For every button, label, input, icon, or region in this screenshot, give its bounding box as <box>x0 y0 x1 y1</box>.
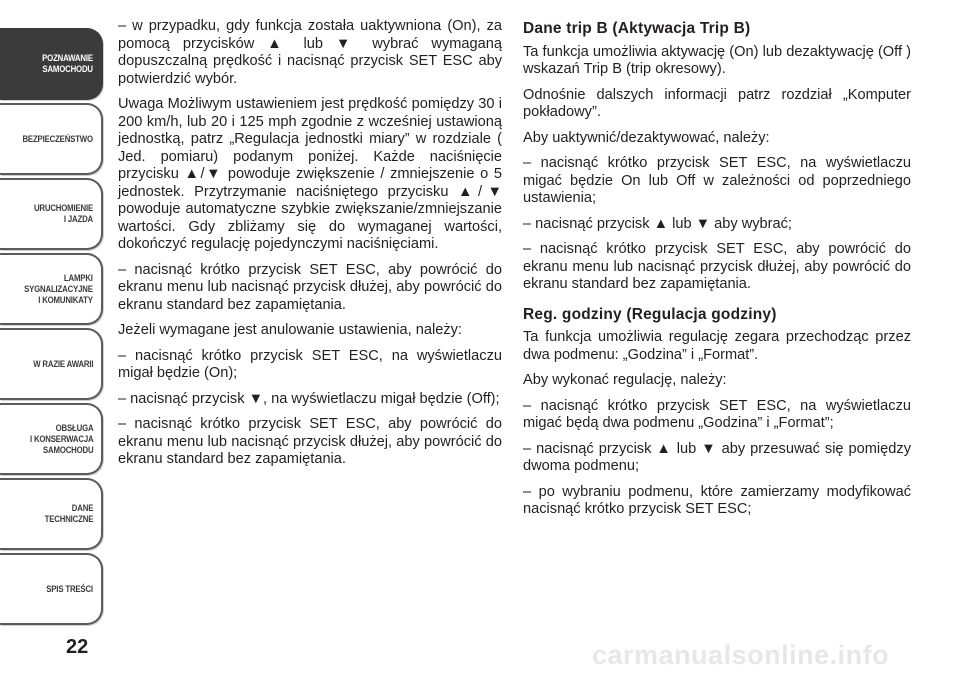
paragraph: Aby uaktywnić/dezaktywować, należy: <box>523 129 770 146</box>
tab-label: DANE TECHNICZNE <box>44 503 93 525</box>
tab-uruchomienie-i-jazda[interactable] <box>0 178 103 250</box>
tab-poznawanie-samochodu[interactable] <box>0 28 103 100</box>
tab-w-razie-awarii[interactable] <box>0 328 103 400</box>
tab-label: OBSŁUGA I KONSERWACJA SAMOCHODU <box>29 422 93 456</box>
paragraph: Uwaga Możliwym ustawieniem jest prędkość pomiędzy 30 i 200 km/h, lub 20 i 125 mph zgodnie z wcześniej ustawioną jednostką, patrz „Regulacja jednostki miary” w rozdziale ( Jed. pomiaru) podanym poniżej. Każde naciśnięcie przycisku ▲/▼ powoduje zwiększenie / zmniejszenie o 5 jednostek. Przytrzymanie naciśniętego przycisku ▲/▼ powoduje automatyczne szybkie zwiększanie/zmniejszanie wartości. Gdy zbliżamy się do wymaganej wartości, dokończyć regulację pojedynczymi naciśnięciami. <box>118 96 502 252</box>
paragraph: – po wybraniu podmenu, które zamierzamy modyfikować nacisnąć krótko przycisk SET ESC; <box>523 483 911 517</box>
paragraph: – nacisnąć krótko przycisk SET ESC, aby powrócić do ekranu menu lub nacisnąć przycisk dłużej, aby powrócić do ekranu standard bez zapamiętania. <box>118 261 502 313</box>
tab-label: BEZPIECZEŃSTWO <box>22 133 93 145</box>
tab-label: LAMPKI SYGNALIZACYJNE I KOMUNIKATY <box>24 272 93 306</box>
section-heading-trip-b: Dane trip B (Aktywacja Trip B) <box>523 20 751 37</box>
right-column <box>523 18 911 527</box>
paragraph: – w przypadku, gdy funkcja została uaktywniona (On), za pomocą przycisków ▲ lub ▼ wybrać wymaganą dopuszczalną prędkość i nacisnąć przycisk SET ESC aby potwierdzić wybór. <box>118 18 502 87</box>
chapter-tabs <box>0 28 105 628</box>
paragraph: – nacisnąć przycisk ▲ lub ▼ aby wybrać; <box>523 215 792 232</box>
paragraph: Aby wykonać regulację, należy: <box>523 372 727 388</box>
paragraph: Odnośnie dalszych informacji patrz rozdział „Komputer pokładowy”. <box>523 86 911 120</box>
paragraph: – nacisnąć przycisk ▲ lub ▼ aby przesuwać się pomiędzy dwoma podmenu; <box>523 440 911 474</box>
paragraph: – nacisnąć krótko przycisk SET ESC, aby powrócić do ekranu menu lub nacisnąć przycisk dłużej, aby powrócić do ekranu standard bez zapamiętania. <box>523 241 911 292</box>
tab-dane-techniczne[interactable] <box>0 478 103 550</box>
paragraph: Jeżeli wymagane jest anulowanie ustawienia, należy: <box>118 322 462 338</box>
paragraph: – nacisnąć przycisk ▼, na wyświetlaczu migał będzie (Off); <box>118 390 500 407</box>
paragraph: Ta funkcja umożliwia aktywację (On) lub dezaktywację (Off ) wskazań Trip B (trip okresowy). <box>523 43 911 77</box>
section-heading-reg-godziny: Reg. godziny (Regulacja godziny) <box>523 305 777 323</box>
tab-lampki-sygnalizacyjne[interactable] <box>0 253 103 325</box>
tab-label: W RAZIE AWARII <box>32 358 93 370</box>
tab-spis-tresci[interactable] <box>0 553 103 625</box>
paragraph: Ta funkcja umożliwia regulację zegara przechodząc przez dwa podmenu: „Godzina” i „Format”. <box>523 329 911 363</box>
paragraph: – nacisnąć krótko przycisk SET ESC, na wyświetlaczu migać będzie On lub Off w zależności od poprzedniego ustawienia; <box>523 155 911 206</box>
tab-label: URUCHOMIENIE I JAZDA <box>33 203 93 225</box>
paragraph: – nacisnąć krótko przycisk SET ESC, na wyświetlaczu migać będą dwa podmenu „Godzina” i „Format”; <box>523 397 911 431</box>
paragraph: – nacisnąć krótko przycisk SET ESC, na wyświetlaczu migał będzie (On); <box>118 347 502 381</box>
page-number: 22 <box>66 636 89 658</box>
left-column <box>118 18 502 477</box>
tab-label: SPIS TREŚCI <box>46 583 93 595</box>
paragraph: – nacisnąć krótko przycisk SET ESC, aby powrócić do ekranu menu lub nacisnąć przycisk dłużej, aby powrócić do ekranu standard bez zapamiętania. <box>118 416 502 467</box>
tab-obsluga-i-konserwacja[interactable] <box>0 403 103 475</box>
watermark: carmanualsonline.info <box>592 640 890 670</box>
tab-bezpieczenstwo[interactable] <box>0 103 103 175</box>
tab-label: POZNAWANIE SAMOCHODU <box>42 53 93 75</box>
